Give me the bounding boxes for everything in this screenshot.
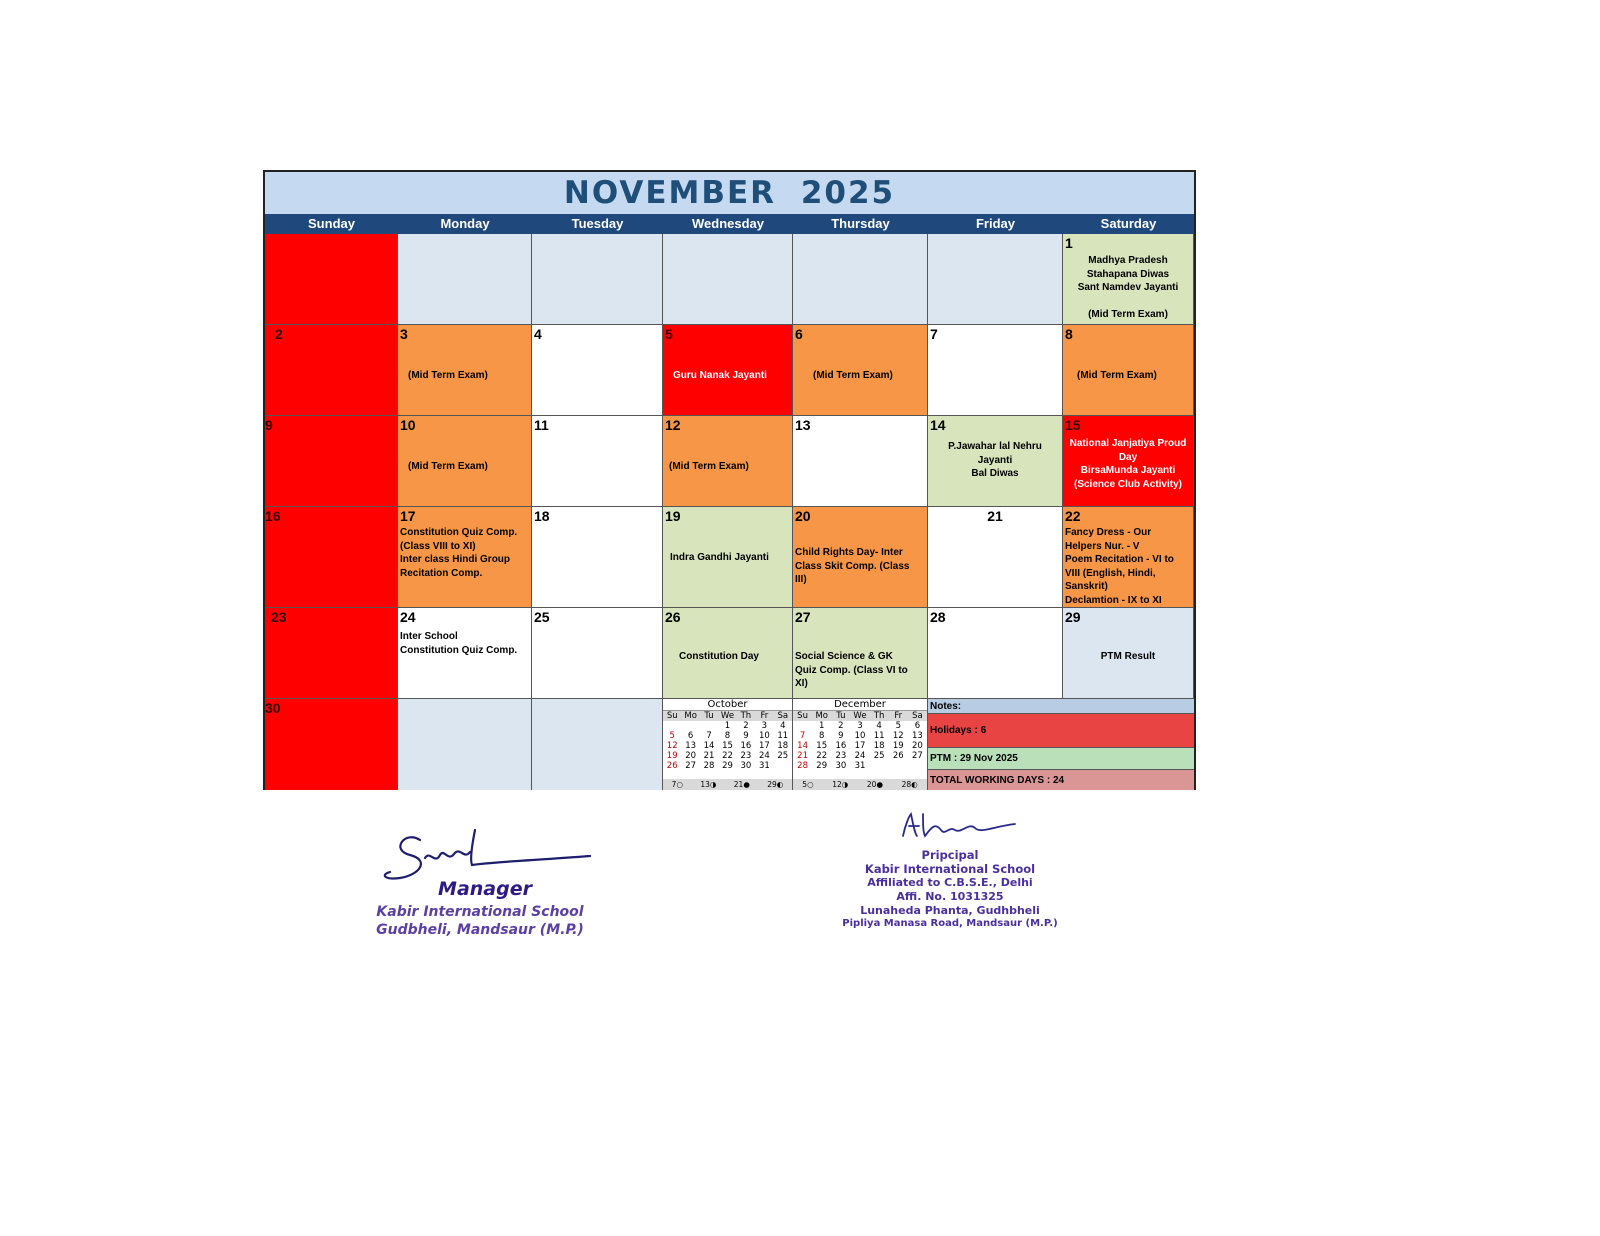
mini-weekday: We [720, 711, 735, 721]
day-cell-4 [532, 325, 663, 416]
mini-weekday: Fr [760, 711, 769, 721]
mini-day: 11 [873, 731, 885, 741]
moon-phase: 20● [866, 780, 883, 789]
mini-day: 8 [724, 731, 731, 741]
manager-school: Kabir International School [376, 904, 584, 920]
mini-day: 9 [743, 731, 749, 741]
day-cell-20 [793, 507, 928, 608]
mini-day: 5 [669, 731, 675, 741]
day-event: (Mid Term Exam) [669, 461, 749, 472]
day-number: 23 [271, 609, 287, 625]
mini-day: 12 [666, 741, 678, 751]
mini-day: 24 [758, 751, 770, 761]
day-event: Madhya Pradesh Stahapana Diwas Sant Namdev Jayanti (Mid Term Exam) [1077, 255, 1179, 320]
mini-calendar-days [663, 721, 792, 771]
day-cell-12 [663, 416, 793, 507]
day-event: Constitution Quiz Comp. (Class VIII to XI) Inter class Hindi Group Recitation Comp. [400, 527, 518, 579]
mini-day: 25 [777, 751, 789, 761]
notes-panel [928, 699, 1194, 790]
mini-day: 1 [724, 721, 731, 731]
day-event: P.Jawahar lal Nehru Jayanti Bal Diwas [948, 441, 1042, 479]
mini-day: 29 [816, 761, 828, 771]
moon-phase: 28◐ [901, 780, 918, 789]
mini-day [663, 721, 681, 731]
moon-phase: 29◐ [767, 780, 784, 789]
principal-address-1: Lunaheda Phanta, Gudhbheli [860, 904, 1040, 917]
mini-day: 13 [912, 731, 923, 741]
mini-day: 28 [703, 761, 715, 771]
mini-weekday: Tu [704, 711, 714, 721]
mini-day: 13 [685, 741, 697, 751]
day-cell-2 [265, 325, 398, 416]
day-cell-28 [928, 608, 1063, 699]
day-number: 16 [265, 508, 281, 524]
weekday-friday: Friday [975, 216, 1015, 231]
moon-phase: 12◑ [832, 780, 849, 789]
weekday-sunday: Sunday [308, 216, 355, 231]
mini-day: 3 [857, 721, 863, 731]
mini-day: 30 [740, 761, 752, 771]
mini-day: 26 [666, 761, 678, 771]
day-cell-empty [532, 234, 663, 325]
day-number: 12 [665, 417, 681, 433]
day-event: (Mid Term Exam) [813, 370, 893, 381]
day-cell-1 [1063, 234, 1194, 325]
day-event: Social Science & GK Quiz Comp. (Class VI to XI) [795, 651, 908, 689]
day-number: 9 [265, 417, 273, 433]
manager-address: Gudbheli, Mandsaur (M.P.) [376, 922, 584, 938]
mini-day: 25 [873, 751, 885, 761]
day-cell-11 [532, 416, 663, 507]
day-cell-13 [793, 416, 928, 507]
mini-day: 20 [912, 741, 923, 751]
day-event: Child Rights Day- Inter Class Skit Comp. (Class III) [795, 547, 910, 585]
mini-calendar-october [663, 699, 793, 790]
mini-weekday: Fr [894, 711, 903, 721]
mini-day: 17 [758, 741, 770, 751]
mini-calendar-title: October [663, 699, 792, 711]
mini-calendar-days [793, 721, 927, 771]
mini-weekday: Mo [684, 711, 697, 721]
mini-day: 23 [740, 751, 752, 761]
principal-affiliation: Affiliated to C.B.S.E., Delhi [867, 876, 1033, 889]
mini-day: 27 [685, 761, 697, 771]
day-cell-18 [532, 507, 663, 608]
mini-day: 26 [892, 751, 904, 761]
day-event: Inter School Constitution Quiz Comp. [400, 631, 518, 656]
day-number: 13 [795, 417, 811, 433]
day-cell-empty [265, 234, 398, 325]
mini-day: 21 [703, 751, 715, 761]
mini-day: 3 [761, 721, 768, 731]
mini-day: 9 [838, 731, 844, 741]
day-number: 30 [265, 700, 281, 716]
moon-phases [663, 779, 792, 790]
mini-day: 30 [835, 761, 847, 771]
mini-day: 7 [799, 731, 806, 741]
day-number: 28 [930, 609, 946, 625]
mini-day: 5 [895, 721, 901, 731]
mini-day [793, 721, 812, 731]
mini-day: 22 [722, 751, 733, 761]
day-number: 14 [930, 417, 946, 433]
day-number: 11 [534, 417, 549, 433]
day-number: 6 [795, 326, 803, 342]
mini-weekday: Tu [836, 711, 846, 721]
mini-day: 18 [873, 741, 885, 751]
day-cell-17 [398, 507, 532, 608]
mini-day: 16 [740, 741, 752, 751]
moon-phase: 13◑ [700, 780, 717, 789]
mini-weekday: Sa [777, 711, 789, 721]
day-event: Indra Gandhi Jayanti [670, 552, 769, 563]
mini-day: 15 [722, 741, 733, 751]
weekday-header [265, 214, 1194, 234]
day-cell-29 [1063, 608, 1194, 699]
day-event: Constitution Day [679, 651, 759, 662]
mini-weekday: Th [740, 711, 752, 721]
day-number: 26 [665, 609, 681, 625]
mini-weekday: Su [797, 711, 808, 721]
mini-weekday: Mo [815, 711, 828, 721]
moon-phase: 5○ [802, 780, 814, 789]
mini-day: 31 [854, 761, 866, 771]
mini-day: 10 [758, 731, 770, 741]
day-cell-empty [398, 234, 532, 325]
mini-day [870, 761, 889, 771]
mini-day: 4 [876, 721, 882, 731]
moon-phase: 7○ [671, 780, 683, 789]
notes-label: Notes: [928, 699, 1194, 714]
manager-title: Manager [438, 878, 532, 900]
mini-day: 28 [797, 761, 808, 771]
notes-holidays: Holidays : 6 [928, 714, 1194, 748]
day-cell-10 [398, 416, 532, 507]
mini-calendar-weekdays [793, 711, 927, 721]
day-event: (Mid Term Exam) [1077, 370, 1157, 381]
day-event: PTM Result [1100, 651, 1156, 662]
mini-weekday: Su [666, 711, 678, 721]
mini-day: 4 [780, 721, 786, 731]
day-event: Fancy Dress - Our Helpers Nur. - V Poem Recitation - VI to VIII (English, Hindi, Sanskrit) Declamtion - IX to XI [1065, 527, 1174, 606]
mini-day: 23 [835, 751, 847, 761]
day-number: 3 [400, 326, 408, 342]
mini-day: 16 [835, 741, 847, 751]
mini-day: 6 [687, 731, 694, 741]
day-cell-23 [265, 608, 398, 699]
mini-day: 17 [854, 741, 866, 751]
day-cell-21 [928, 507, 1063, 608]
day-number: 4 [534, 326, 542, 342]
day-cell-7 [928, 325, 1063, 416]
mini-calendar-title: December [793, 699, 927, 711]
day-number: 25 [534, 609, 550, 625]
mini-day: 7 [706, 731, 712, 741]
day-cell-22 [1063, 507, 1194, 608]
mini-day: 11 [777, 731, 789, 741]
day-cell-empty [928, 234, 1063, 325]
day-cell-26 [663, 608, 793, 699]
day-number: 2 [275, 326, 283, 342]
day-cell-9 [265, 416, 398, 507]
mini-day: 31 [758, 761, 770, 771]
day-cell-6 [793, 325, 928, 416]
day-number: 19 [665, 508, 681, 524]
calendar-title-bar [265, 172, 1194, 214]
mini-day: 1 [819, 721, 825, 731]
calendar-title: NOVEMBER 2025 [563, 175, 896, 211]
mini-calendar-december [793, 699, 928, 790]
mini-day: 24 [854, 751, 866, 761]
day-number: 27 [795, 609, 811, 625]
mini-day: 19 [666, 751, 678, 761]
mini-day: 29 [722, 761, 733, 771]
mini-day: 14 [797, 741, 808, 751]
day-number: 15 [1065, 417, 1081, 433]
day-cell-5 [663, 325, 793, 416]
calendar [263, 170, 1196, 790]
day-event: (Mid Term Exam) [408, 461, 488, 472]
mini-day: 14 [703, 741, 715, 751]
moon-phase: 21● [733, 780, 750, 789]
weekday-wednesday: Wednesday [691, 216, 764, 231]
day-cell-empty [663, 234, 793, 325]
day-number: 24 [400, 609, 416, 625]
mini-calendar-weekdays [663, 711, 792, 721]
mini-day [908, 761, 927, 771]
mini-day: 6 [914, 721, 921, 731]
day-event: (Mid Term Exam) [408, 370, 488, 381]
day-cell-15 [1063, 416, 1194, 507]
mini-day: 22 [816, 751, 828, 761]
day-number: 5 [665, 326, 673, 342]
mini-weekday: Sa [912, 711, 923, 721]
principal-signature [895, 808, 1025, 844]
principal-school: Kabir International School [864, 862, 1036, 876]
day-cell-24 [398, 608, 532, 699]
principal-address-2: Pipliya Manasa Road, Mandsaur (M.P.) [842, 918, 1058, 929]
notes-working-days: TOTAL WORKING DAYS : 24 [928, 770, 1194, 790]
moon-phases [793, 779, 927, 790]
day-number: 17 [400, 508, 416, 524]
weekday-saturday: Saturday [1100, 216, 1157, 231]
day-cell-14 [928, 416, 1063, 507]
day-number: 7 [930, 326, 938, 342]
day-cell-8 [1063, 325, 1194, 416]
day-number: 22 [1065, 508, 1081, 524]
mini-day: 19 [892, 741, 904, 751]
mini-day [681, 721, 699, 731]
mini-day [889, 761, 908, 771]
mini-day: 2 [743, 721, 749, 731]
mini-day: 15 [816, 741, 828, 751]
weekday-tuesday: Tuesday [571, 216, 624, 231]
mini-day: 20 [685, 751, 697, 761]
mini-day: 18 [777, 741, 789, 751]
day-cell-19 [663, 507, 793, 608]
mini-weekday: We [853, 711, 867, 721]
day-cell-3 [398, 325, 532, 416]
day-number: 8 [1065, 326, 1073, 342]
mini-day: 27 [912, 751, 923, 761]
day-cell-empty [793, 234, 928, 325]
principal-affiliation-number: Affi. No. 1031325 [896, 890, 1004, 903]
day-number: 20 [795, 508, 811, 524]
mini-weekday: Th [873, 711, 885, 721]
mini-day: 10 [854, 731, 866, 741]
day-cell-27 [793, 608, 928, 699]
principal-title: Pripcipal [921, 848, 979, 862]
day-number: 18 [534, 508, 550, 524]
weekday-monday: Monday [440, 216, 490, 231]
mini-day: 21 [797, 751, 808, 761]
mini-day [700, 721, 718, 731]
day-event: Guru Nanak Jayanti [673, 370, 767, 381]
day-cell-25 [532, 608, 663, 699]
mini-day [774, 761, 792, 771]
notes-ptm: PTM : 29 Nov 2025 [928, 748, 1194, 770]
day-cell-16 [265, 507, 398, 608]
day-cell-30 [265, 699, 398, 790]
day-cell-empty [398, 699, 532, 790]
day-number: 1 [1065, 235, 1073, 251]
day-event: National Janjatiya Proud Day BirsaMunda Jayanti (Science Club Activity) [1069, 438, 1187, 490]
mini-day: 8 [819, 731, 825, 741]
day-number: 29 [1065, 609, 1081, 625]
mini-day: 12 [892, 731, 904, 741]
weekday-thursday: Thursday [831, 216, 890, 231]
mini-day: 2 [838, 721, 844, 731]
day-cell-empty [532, 699, 663, 790]
day-number: 10 [400, 417, 416, 433]
day-number: 21 [987, 508, 1003, 524]
